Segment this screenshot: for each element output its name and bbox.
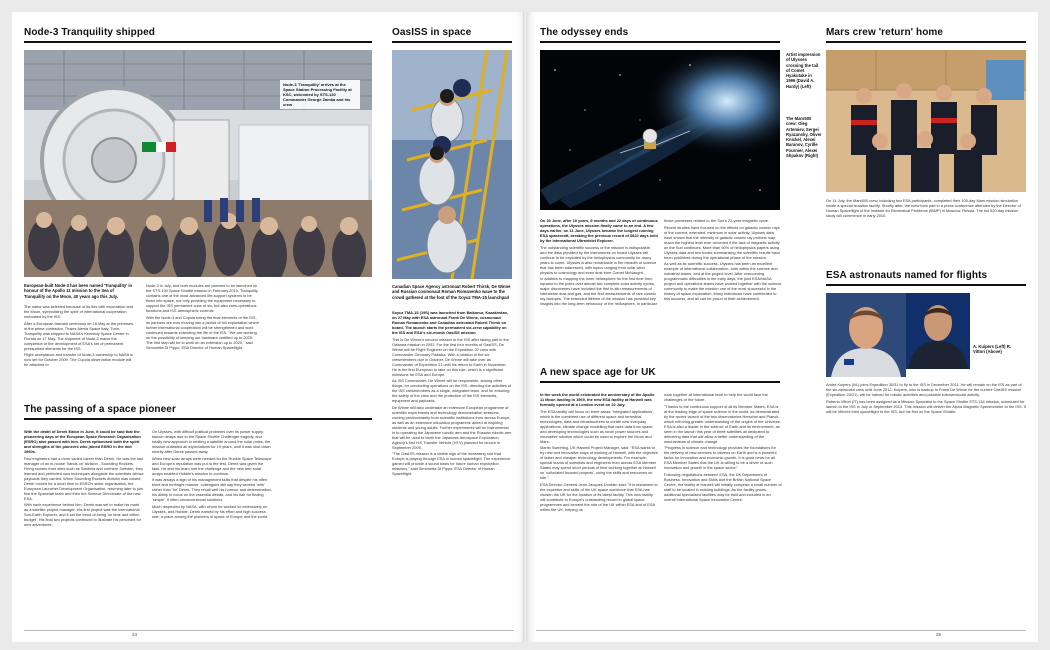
paragraph: ESA Director-General Jean-Jacques Dordain said: "It is testament to the expertise and skills of the UK space workforce that ESA has chosen the UK for the location of its latest facility. This new facility will contribute to Europe's outstanding record in global space programmes and cement the role of the UK within ESA and of ESA within the UK, helping us (540, 481, 658, 512)
paragraph: With the Node-3 and Cupola being the final elements of the ISS, its partners are now moving into a period of full exploitation where further international cooperation will be strengthened and work continued towards extending the life of the ISS. "We are working on the possibility of keeping our hardware certified up to 2025. The first step will be to work on an extension up to 2020," said Simonetta Di Pippo, ESA Director of Human Spaceflight. (146, 314, 260, 350)
mars500-side-caption: The Mars500 crew: Oleg Artemiev, Sergei Ryazansky, Oliver Knickel, Alexei Baranov, Cyrille Fournier, Alexei Shpakov (Right) (786, 116, 822, 159)
footer-rule (536, 630, 1026, 631)
paragraph: In addition to mapping the inner heliosphere for the first time from equator to the poles over almost two complete solar activity cycles, major discoveries have included the first in-situ measurements of interstellar dust and gas, and the first measurements of rare cosmic ray isotopes. The extended lifetime of the mission has provided key insights into the long-term behaviour of the heliosphere, in particular (540, 276, 658, 306)
odyssey-body-col1 (540, 218, 658, 354)
ulysses-illustration (540, 50, 780, 210)
paragraph: When new solar arrays were needed for the Hubble Space Telescope and Europe's reputation was put to the test, Derek was given the task. He and his team met the challenge and the new twin solar arrays enabled Hubble's mission to continue. (152, 455, 272, 476)
mars-body: On 14 July, the Mars500 crew, including two ESA participants, completed their 105-day Mars mission simulation inside a special isolation facility. Shortly after, the crew took part in a press conference attended by the Director of Human Spaceflight of the Institute for Biomedical Problems (IBMP) in Moscow, Russia. The full 520-day mission study will commence in early 2010. (826, 198, 1021, 218)
mars-title: Mars crew 'return' home (826, 27, 1026, 43)
left-page (12, 12, 526, 642)
paragraph: With each experience behind him, Derek was set to make his mark as a satellite project manager. His first project was the International Sun-Earth Explorer, and it set the trend of being 'on time and within budget'. His final two projects continued to illustrate his penchant for new adventures. (24, 502, 142, 527)
paragraph: "Thanks to the continuous support of all its Member States, ESA is at the leading edge of space science in the world, as demonstrated by the recent launch of the two observatories Herschel and Planck, which will bring greater understanding of the origins of the Universe. ESA is also a leader in the science of Earth and its environment, as seen in the launch this year of three satellites all dedicated to delivering data that will allow a better understanding of the mechanisms of climate change. (664, 403, 781, 444)
ulysses-side-caption: Artist impression of Ulysses crossing the tail of Comet Hyakutake in 1996 (David A. Hardy) (Left) (786, 52, 821, 89)
oasiss-title: OasISS in space (392, 27, 512, 43)
right-page-number: 25 (936, 632, 942, 637)
node3-title: Node-3 Tranquility shipped (24, 27, 372, 43)
lead-paragraph: In the week the world celebrated the anniversary of the Apollo 11 Moon landing in 1969, the new ESA facility at Harwell was formally opened at a London event on 22 July. (540, 392, 655, 407)
paragraph: "Progress in science and technology provides the foundations for the delivery of new services to citizens on Earth and is a powerful factor for innovation and economic growth. It is good news for all ESA Member States that the UK is willing to be a driver of such innovation and growth in the space sector." (664, 445, 777, 470)
node3-photo (24, 50, 372, 277)
passing-title: The passing of a space pioneer (24, 404, 372, 420)
paragraph: The ESA facility will focus on three areas: 'integrated applications', which is the combined use of different space and terrestrial technologies, data and infrastructures to create new everyday applications; climate change modelling that uses data from space, and developing technologies such as novel power sources and innovative robotics which could be used to explore the Moon and Mars. (540, 408, 654, 444)
odyssey-title: The odyssey ends (540, 27, 780, 43)
paragraph: The outstanding scientific success of the mission is indisputable, and the data provided by the instruments on board Ulysses will continue to be exploited by the heliophysics community for many years to come. Ulysses is also remarkable in the breadth of science that has been addressed, with topics ranging from solar wind physics to cosmology and even dust from Comet McNaught. (540, 244, 657, 275)
paragraph: After a European farewell ceremony on 16 May at the premises of the prime contractor, Thales Alenia Space Italy, Turin, Tranquility was shipped to NASA's Kennedy Space Center in Florida on 17 May. The shipment of Node-3 marks the completion of the development of ESA's set of permanent pressurised elements for the ISS. (24, 320, 133, 351)
paragraph: Roberto Vittori (IT) has been assigned as a Mission Specialist to the Space Shuttle STS-134 mission, scheduled for launch to the ISS in July or September 2010. This mission will deliver the Alpha Magnetic Spectrometer to the ISS. It will be Vittori's third spaceflight to the ISS, but his first on the Space Shuttle. (826, 398, 1026, 414)
ulysses-photo (540, 50, 780, 210)
paragraph: André Kuipers (NL) joins Expedition 30/31 to fly to the ISS in December 2011. He will remain on the ISS as part of the six-astronaut crew until June 2012. Kuipers, who is backup to Frank De Winne for the current OasISS mission (Expedition 20/21), will be trained for robotic activities and possible extravehicular activity. (826, 382, 1022, 397)
paragraph: The name was selected because of its ties with exploration and the Moon, symbolising the spirit of international cooperation embodied by the ISS. (24, 304, 133, 319)
paragraph: Node-3 in July, and both modules are planned to be launched on the STS-130 Space Shuttle mission in February 2010. Tranquility contains one of the most advanced life-support systems to be flown into space, not only providing the equipment necessary to support the ISS permanent crew of six, but also crew-operations functions and ISS atmospheric controls. (146, 283, 258, 313)
passing-body-col2 (152, 429, 272, 584)
paragraph: As ISS Commander, De Winne will be responsible, among other things, for conducting operations on the ISS, directing the activities of the ISS crewmembers as a single, integrated team, and for ensuring the safety of the crew and the protection of the ISS elements, equipment and payloads. (392, 378, 512, 403)
paragraph: Following negotiations between ESA, the UK Department of Business, Innovation and Skills and the British National Space Centre, the facility at Harwell will initially comprise a small number of staff to be located in existing buildings. As the facility grows, additional specialised facilities may be built and included in an overall International Space Innovation Centre. (664, 471, 782, 502)
paragraph: Flight acceptance and transfer of Node-3 ownership to NASA is now set for October 2009. The Cupola observation module will be attached to (24, 352, 133, 367)
footer-rule (24, 630, 514, 631)
paragraph: As well as its scientific success, Ulysses has been an excellent example of international collaboration, both within the science and industrial teams, and at the project level. After overcoming programmatic difficulties in the early days, the joint ESA/NASA project and operations teams have worked together with the science community to make the mission one of the most successful in the history of space exploration. Many individuals have contributed to this success, and all can be proud of their achievement. (664, 261, 782, 301)
newspace-body-col1 (540, 392, 658, 584)
node3-photo-caption: European-built Node-3 has been named 'Tranquility' in honour of the Apollo 11 mission to the Sea of Tranquility on the Moon, 40 years ago this July. (24, 283, 133, 299)
newspace-body-col2 (664, 392, 782, 584)
mars-crew-photo (826, 50, 1026, 192)
paragraph: Recent studies have focused on the effects on galactic cosmic rays of the current, extended, minimum in solar activity. Ulysses data have shown that the intensity of galactic cosmic ray protons may reach the highest level ever recorded if the lack of magnetic activity on the Sun continues. More than 50% of heliophysics papers using Ulysses data and two books summarising the scientific results have been published during the operational phase of the mission. (664, 224, 781, 260)
left-page-number: 24 (132, 632, 138, 637)
paragraph: Few engineers had a more varied career than Derek. He was the last manager of an in-house 'hands on' division - Sounding Rockets. Firing rockets from sites such as Sardinia and northern Sweden, they learned and perfected new techniques alongside the scientists whose payloads they carried. When Sounding Rockets division was closed, Derek moved for a short time to ESRO's sister organisation, the European Launcher Development Organisation, returning later to join first the Spacelab team and then the Science Directorate of the new ESA. (24, 455, 144, 501)
paragraph: Martin Sweeting, UK Harwell Project Manager, said: "ESA wants to try new and innovative ways of working at Harwell, with the objective of faster and cheaper technology developments. For example, special teams of scientists and engineers from across ESA Member States may spend short periods of time working together at Harwell on 'collocated focused projects', using the skills and resources on site." (540, 445, 658, 480)
paragraph: On Ulysses, with difficult political problems over its power supply, launch delays due to the Space Shuttle Challenger tragedy, and totally new approach in orbiting a satellite around the solar poles, the mission outlasted all expectations for 19 years, until it was shut down shortly after Derek passed away. (152, 429, 271, 454)
paragraph: those processes related to the Sun's 22-year magnetic cycle. (664, 218, 769, 223)
named-body (826, 382, 1026, 502)
vittori-portrait (906, 293, 970, 369)
kuipers-portrait (826, 293, 906, 377)
paragraph: "The OasISS mission is a visible sign of the increasing role that Europe is playing through ESA in human spaceflight. The experience gained will provide a sound basis for future human exploration missions," said Simonetta Di Pippo, ESA Director of Human Spaceflight. (392, 451, 511, 476)
paragraph: It was always a sign of his management skills that despite his often blunt and forthright manner, colleagues still say they worked 'with' rather than 'for' Derek. They recall well his humour and determination, his ability to focus on the essential details, and his flair for finding 'simple', if often unconventional solutions. (152, 477, 272, 502)
paragraph: Much respected by NASA, with whom he worked so extensively on Ulysses, and Hubble, Derek earned by his effort and high success rate, a place among the pioneers of space of Europe and the world. (152, 503, 269, 519)
oasiss-photo-caption: Canadian Space Agency astronaut Robert Thirsk, De Winne and Russian cosmonaut Roman Romanenko wave to the crowd gathered at the foot of the Soyuz TMA-15 launchpad (392, 284, 511, 300)
named-title: ESA astronauts named for flights (826, 270, 1026, 286)
node3-inset-caption: Node-3 'Tranquility' arrives at the Space Station Processing Facility at KSC, welcomed by STS-130 Commander George Zamka and his crew (280, 80, 360, 109)
lead-paragraph: On 30 June, after 18 years, 8 months and 22 days of continuous operations, the Ulysses mission finally came to an end. A few days earlier, on 11 June, Ulysses became the longest running ESA spacecraft, breaking the previous record of 6822 days held by the International Ultraviolet Explorer. (540, 218, 658, 243)
kuipers-photo (826, 293, 906, 377)
node3-body-col2 (146, 283, 260, 393)
paragraph: This is De Winne's second mission to the ISS after taking part in the Odissea mission in 2002. For the first four months of OasISS, De Winne will be Flight Engineer on the Expedition 20 crew with Commander Gennady Padalka. With a rotation of the six crewmembers due in October, De Winne will take over as Commander of Expedition 21 until his return to Earth in November. He is the first European to take on this role, which is a significant milestone for ESA and Europe. (392, 336, 509, 377)
lead-paragraph: Soyuz TMA-15 (19S) was launched from Baikonur, Kazakhstan, on 27 May with ESA astronaut Frank De Winne, cosmonaut Roman Romanenko and Canadian astronaut Robert Thirsk on board. The launch starts the permanent six-crew capability on the ISS and ESA's six-month OasISS mission. (392, 310, 509, 335)
named-photo-caption: A. Kuipers (Left) R. Vittori (Above) (973, 344, 1011, 355)
oasiss-body (392, 310, 512, 580)
oasiss-photo-illustration (392, 50, 512, 279)
node3-body-col1 (24, 304, 136, 394)
mars-crew-illustration (826, 50, 1026, 192)
paragraph: work together at international level to help the world face the challenges of the future. (664, 392, 768, 402)
paragraph: De Winne will also undertake an extensive European programme of scientific experiments and technology demonstration sessions, coming predominantly from scientific institutions from across Europe, as well as an extensive education programme aimed at inspiring students and young adults. Further experiments will be instrumental in to operating the Japanese robotic arm and the Russian robotic arm that will be used to berth the Japanese Aerospace Exploration Agency's first H-II Transfer Vehicle (HTV) planned for launch in September 2009. (392, 404, 512, 450)
newspace-title: A new space age for UK (540, 367, 780, 383)
vittori-photo (906, 293, 970, 369)
odyssey-body-col2 (664, 218, 782, 354)
lead-paragraph: With the death of Derek Eaton in June, it could be said that the pioneering days of the European Space Research Organisation (ESRO) also passed with him. Derek epitomised both the spirit and strengths of the pioneers who joined ESRO in the mid 1960s. (24, 429, 141, 454)
passing-body-col1 (24, 429, 144, 584)
right-page (526, 12, 1038, 642)
oasiss-photo (392, 50, 512, 279)
